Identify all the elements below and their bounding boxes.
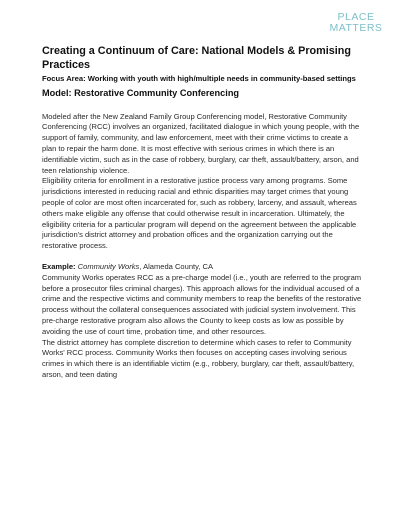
example-heading [42, 262, 362, 273]
intro-paragraph: Modeled after the New Zealand Family Group Conferencing model, Restorative Community Conferencing (RCC) involves an organized, facilitated dialogue in which young people, with the support of family, community, and law enforcement, meet with their crime victims to create a plan to repair the harm done. It is most effective with serious crimes in which there is an identifiable victim, such as in the case of robbery, burglary, car theft, assault/battery, arson, and teen relationship violence. [42, 111, 360, 175]
place-matters-logo [326, 12, 386, 34]
example-location: , Alameda County, CA [139, 261, 214, 271]
document-title: Creating a Continuum of Care: National Models & Promising Practices [42, 45, 351, 71]
example-label: Example: [42, 261, 76, 271]
model-heading: Model: Restorative Community Conferencing [42, 87, 240, 98]
document-page [42, 44, 362, 381]
example-org: Community Works [77, 261, 140, 271]
eligibility-paragraph: Eligibility criteria for enrollment in a restorative justice process vary among programs. Some jurisdictions interested in reducing racial and ethnic disparities may target crimes that young people of color are most often incarcerated for, such as robbery, larceny, and assault, whereas others make eligible any offense that could otherwise result in incarceration. Ultimately, the eligibility criteria for a particular program will depend on the agreement between the applicable jurisdiction's district attorney and probation offices and the organization carrying out the restorative process. [42, 176, 357, 251]
logo-line-2: MATTERS [329, 22, 383, 34]
example-paragraph: Community Works operates RCC as a pre-charge model (i.e., youth are referred to the program before a prosecutor files criminal charges). This approach allows for the individual accused of a crime and the respective victims and community members to reap the benefits of the restorative process without the collateral consequences associated with judicial system involvement. This pre-charge restorative program also allows the County to keep costs as low as possible by avoiding the use of court time, probation time, and other resources. [42, 272, 362, 336]
focus-area: Focus Area: Working with youth with high/multiple needs in community-based settings [42, 74, 356, 83]
logo-line-1: PLACE [337, 11, 375, 23]
example-paragraph: The district attorney has complete discretion to determine which cases to refer to Community Works' RCC process. Community Works then focuses on accepting cases involving serious crimes in which there is an identifiable victim (e.g., robbery, burglary, car theft, assault/battery, arson, and teen dating [42, 337, 355, 379]
